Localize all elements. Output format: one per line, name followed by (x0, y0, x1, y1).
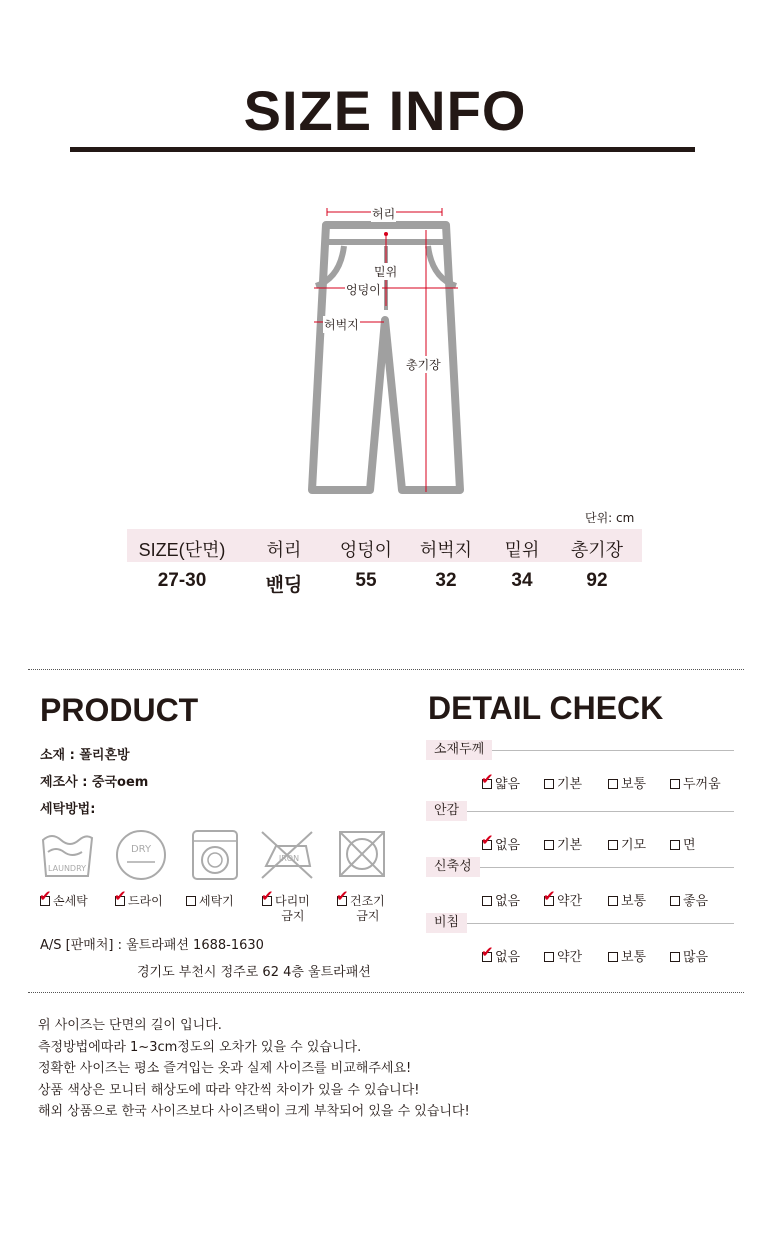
check-mark-icon: ✔ (543, 886, 556, 905)
maker-line: 제조사 : 중국oem (40, 775, 149, 790)
detail-option-label: 보통 (621, 950, 647, 965)
detail-option-label: 기본 (557, 838, 583, 853)
svg-text:DRY: DRY (130, 844, 152, 855)
detail-option-label: 보통 (621, 894, 647, 909)
page-title: SIZE INFO (243, 79, 527, 142)
detail-option (608, 890, 646, 909)
waist-label: 허리 (372, 207, 396, 221)
checkbox (608, 840, 618, 850)
checkbox (670, 896, 680, 906)
checkbox: ✔ (336, 886, 349, 905)
cell-hip: 55 (355, 570, 377, 591)
care-dryer: ✔ 건조기 금지 (336, 886, 385, 923)
detail-group-label: 안감 (426, 801, 467, 821)
care-hand-wash: ✔ 손세탁 (39, 886, 88, 908)
address-line: 경기도 부천시 정주로 62 4층 울트라패션 (137, 965, 371, 980)
checkbox (670, 779, 680, 789)
detail-group-line (426, 811, 734, 812)
checkbox (543, 886, 556, 906)
checkbox (608, 952, 618, 962)
detail-option (543, 886, 583, 909)
detail-option (608, 773, 646, 792)
checkbox (544, 952, 554, 962)
note-line: 상품 색상은 모니터 해상도에 따라 약간씩 차이가 있을 수 있습니다! (38, 1082, 420, 1098)
checkbox (608, 779, 618, 789)
note-line: 정확한 사이즈는 평소 즐겨입는 옷과 실제 사이즈를 비교해주세요! (38, 1061, 412, 1076)
detail-option-label: 면 (683, 838, 696, 853)
detail-option-label: 없음 (495, 950, 521, 965)
dry-clean-icon (112, 826, 170, 884)
checkbox (608, 896, 618, 906)
detail-option-label: 없음 (495, 894, 521, 909)
detail-option-label: 약간 (557, 894, 583, 909)
title-divider (70, 147, 695, 152)
checkbox (544, 840, 554, 850)
material-line: 소재 : 폴리혼방 (40, 748, 130, 763)
col-length: 총기장 (570, 540, 624, 560)
note-line: 해외 상품으로 한국 사이즈보다 사이즈택이 크게 부착되어 있을 수 있습니다! (38, 1104, 470, 1119)
washing-machine-icon (186, 826, 244, 884)
thigh-label: 허벅지 (324, 318, 359, 332)
detail-option-label: 많음 (683, 950, 709, 965)
checkbox (670, 840, 680, 850)
detail-option (481, 769, 521, 792)
col-size: SIZE(단면) (138, 540, 226, 560)
pants-diagram (300, 200, 480, 500)
checkbox (544, 779, 554, 789)
detail-option (481, 942, 521, 965)
detail-option (544, 773, 582, 792)
no-dryer-icon (333, 826, 391, 884)
detail-option (608, 946, 646, 965)
detail-option-label: 두꺼움 (683, 777, 721, 792)
detail-option (482, 890, 520, 909)
as-line: A/S [판매처] : 울트라패션 1688-1630 (40, 938, 264, 953)
col-hip: 엉덩이 (339, 540, 393, 560)
detail-option-label: 보통 (621, 777, 647, 792)
col-waist: 허리 (266, 540, 302, 560)
checkbox (481, 830, 494, 850)
care-washing-machine: 세탁기 (186, 894, 234, 909)
detail-option (481, 830, 521, 853)
cell-length: 92 (586, 570, 608, 591)
svg-text:IRON: IRON (278, 854, 300, 863)
detail-option-label: 기모 (621, 838, 647, 853)
cell-size: 27-30 (157, 570, 207, 591)
hip-label: 엉덩이 (346, 283, 381, 297)
detail-option-label: 기본 (557, 777, 583, 792)
no-iron-icon (258, 826, 316, 884)
notes (38, 1015, 470, 1123)
detail-option-label: 좋음 (683, 894, 709, 909)
svg-text:LAUNDRY: LAUNDRY (47, 864, 87, 873)
checkbox (481, 769, 494, 789)
product-heading: PRODUCT (40, 692, 199, 728)
note-line: 측정방법에따라 1~3cm정도의 오차가 있을 수 있습니다. (38, 1039, 362, 1055)
detail-option (670, 890, 708, 909)
laundry-icon (38, 826, 96, 884)
detail-option (608, 834, 646, 853)
detail-group-label: 비침 (426, 913, 467, 933)
detail-group-line (426, 923, 734, 924)
rise-label: 밑위 (374, 265, 398, 279)
notes-divider (28, 992, 744, 993)
detail-option (670, 834, 696, 853)
check-mark-icon: ✔ (481, 830, 494, 849)
col-thigh: 허벅지 (419, 540, 473, 560)
detail-option (670, 773, 721, 792)
detail-option-label: 얇음 (495, 777, 521, 792)
length-label: 총기장 (406, 358, 441, 372)
care-iron: ✔ 다리미 금지 (261, 886, 310, 923)
detail-group-label: 신축성 (426, 857, 480, 877)
cell-rise: 34 (511, 570, 533, 591)
checkbox (481, 942, 494, 962)
check-mark-icon: ✔ (481, 942, 494, 961)
detail-option (544, 834, 582, 853)
care-dry-clean: ✔ 드라이 (114, 886, 163, 908)
check-mark-icon: ✔ (481, 769, 494, 788)
checkbox: ✔ (261, 886, 274, 905)
unit-label: 단위: cm (585, 511, 635, 525)
col-rise: 밑위 (504, 540, 540, 560)
section-divider (28, 669, 744, 670)
detail-option (544, 946, 582, 965)
wash-method-label: 세탁방법: (40, 802, 96, 817)
detail-option-label: 약간 (557, 950, 583, 965)
checkbox: ✔ (39, 886, 52, 905)
cell-waist: 밴딩 (265, 575, 303, 596)
detail-option (670, 946, 708, 965)
checkbox: ✔ (114, 886, 127, 905)
detail-group-label: 소재두께 (426, 740, 492, 760)
note-line: 위 사이즈는 단면의 길이 입니다. (38, 1018, 222, 1033)
checkbox (482, 896, 492, 906)
cell-thigh: 32 (435, 570, 457, 591)
checkbox (186, 896, 196, 906)
detail-heading: DETAIL CHECK (428, 690, 664, 726)
checkbox (670, 952, 680, 962)
detail-option-label: 없음 (495, 838, 521, 853)
